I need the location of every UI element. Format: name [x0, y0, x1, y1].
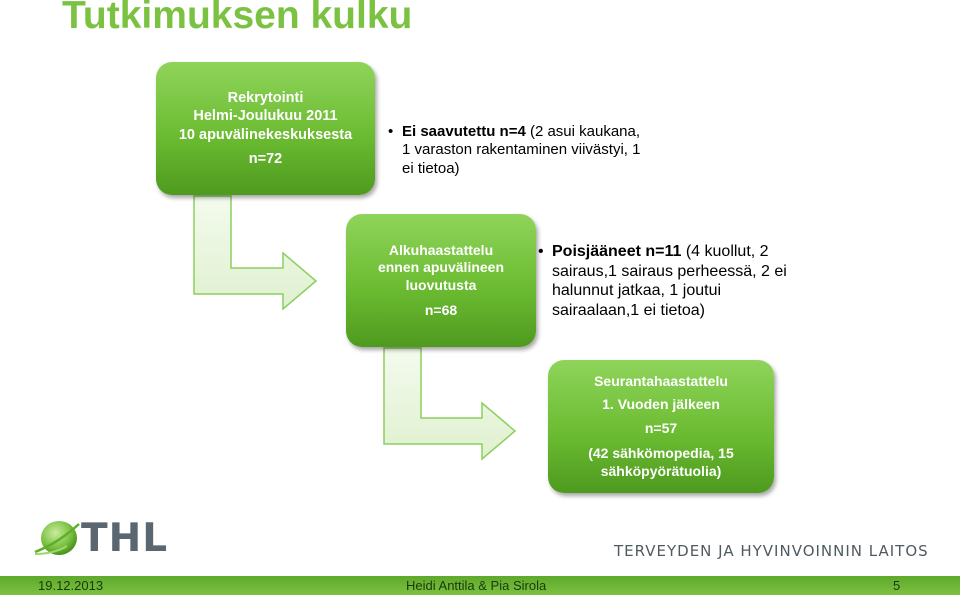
box3-line2: 1. Vuoden jälkeen — [602, 396, 720, 413]
arrow-1-to-box2 — [194, 196, 316, 309]
baseline-interview-box — [346, 214, 536, 347]
box3-line3: n=57 — [644, 419, 678, 436]
thl-leaf-icon — [33, 518, 81, 560]
box1-line1: Rekrytointi — [227, 90, 304, 107]
arrow-2-to-box3 — [384, 348, 515, 459]
box1-line4: n=72 — [248, 150, 283, 167]
note1-line1: (2 asui kaukana, — [525, 123, 641, 140]
bullet-dot: • — [388, 123, 394, 140]
not-reached-note — [388, 123, 688, 178]
note2-line4: sairaalaan,1 ei tietoa) — [552, 301, 705, 319]
box1-line3: 10 apuvälinekeskuksesta — [178, 126, 353, 143]
follow-up-interview-box — [548, 360, 774, 493]
thl-full-name: TERVEYDEN JA HYVINVOINNIN LAITOS — [614, 542, 929, 560]
note1-line2: 1 varaston rakentaminen viivästyi, 1 — [402, 141, 641, 159]
footer-date: 19.12.2013 — [38, 578, 104, 593]
slide-title: Tutkimuksen kulku — [62, 0, 413, 37]
box2-line3: luovutusta — [405, 276, 477, 293]
note2-bold: Poisjääneet n=11 — [552, 243, 682, 260]
note2-line3: halunnut jatkaa, 1 joutui — [552, 282, 722, 300]
note2-line2: sairaus,1 sairaus perheessä, 2 ei — [552, 262, 787, 280]
thl-logo-text: THL — [81, 516, 169, 561]
box3-line4: (42 sähkömopedia, 15 — [588, 445, 734, 462]
recruitment-box — [156, 62, 375, 195]
box3-line1: Seurantahaastattelu — [594, 372, 728, 389]
bullet-dot: • — [538, 243, 544, 260]
footer-bar — [0, 576, 960, 595]
footer-page-number: 5 — [893, 578, 901, 593]
box2-line2: ennen apuvälineen — [377, 259, 505, 275]
box2-line1: Alkuhaastattelu — [388, 241, 494, 258]
note1-bold: Ei saavutettu n=4 — [402, 123, 526, 140]
box1-line2: Helmi-Joulukuu 2011 — [193, 108, 338, 125]
note1-line3: ei tietoa) — [402, 159, 460, 177]
note2-line1: (4 kuollut, 2 — [681, 243, 769, 260]
dropouts-note — [538, 242, 848, 320]
footer-authors: Heidi Anttila & Pia Sirola — [406, 578, 547, 593]
box3-line5: sähköpyörätuolia) — [600, 462, 722, 479]
box2-line4: n=68 — [424, 302, 458, 318]
